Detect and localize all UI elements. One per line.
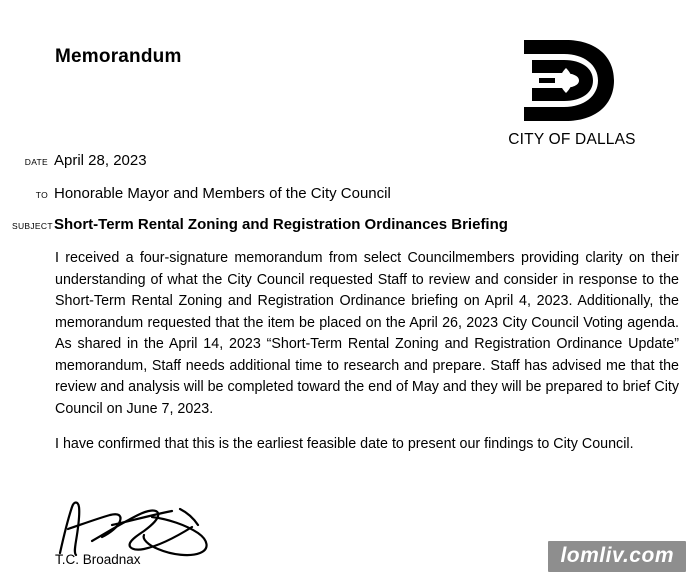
field-subject-value: Short-Term Rental Zoning and Registration Ordinances Briefing: [54, 216, 508, 233]
logo-caption: CITY OF DALLAS: [508, 131, 636, 148]
field-subject-label: SUBJECT: [12, 221, 53, 231]
field-to-label: TO: [35, 190, 48, 200]
page-title: Memorandum: [55, 46, 182, 67]
field-subject: [12, 216, 666, 233]
signer-name: T.C. Broadnax: [55, 552, 141, 567]
watermark: lomliv.com: [548, 541, 686, 572]
field-date-value: April 28, 2023: [54, 152, 147, 169]
field-to: [12, 185, 666, 202]
field-date: [12, 152, 666, 169]
city-of-dallas-d-logo-icon: [522, 38, 622, 123]
body-paragraph-1: I received a four-signature memorandum from select Councilmembers providing clarity on their understanding of what the City Council requested Staff to review and consider in response to the Short-Term Rental Zoning and Registration Ordinance briefing on April 4, 2023. Additionally, the memorandum requested that the item be placed on the April 26, 2023 City Council Voting agenda. As shared in the April 14, 2023 “Short-Term Rental Zoning and Registration Ordinance Update” memorandum, Staff needs additional time to research and prepare. Staff has advised me that the review and analysis will be completed toward the end of May and they will be prepared to brief City Council on June 7, 2023.: [55, 250, 679, 417]
body-paragraph-2: I have confirmed that this is the earliest feasible date to present our findings to City Council.: [55, 436, 634, 452]
city-logo-block: [482, 38, 662, 149]
field-to-value: Honorable Mayor and Members of the City Council: [54, 185, 391, 202]
field-date-label: DATE: [24, 157, 48, 167]
